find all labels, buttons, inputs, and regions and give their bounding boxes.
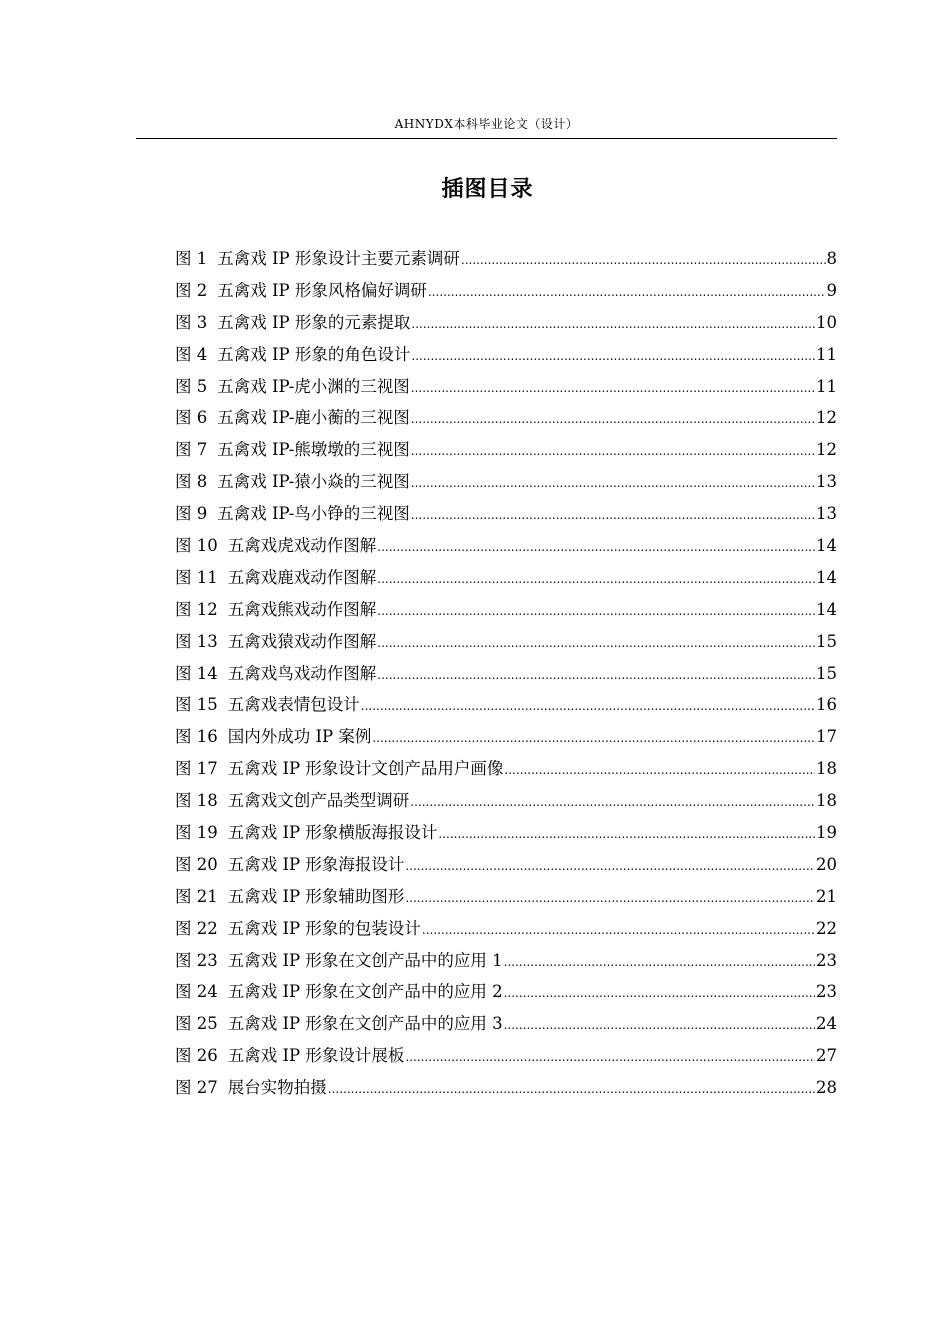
figure-number: 图 20 xyxy=(175,854,218,874)
figure-title: 五禽戏 IP 形象的角色设计 xyxy=(217,344,411,364)
figure-entry[interactable] xyxy=(175,976,837,1008)
figure-entry[interactable] xyxy=(175,275,837,307)
figure-entry-label xyxy=(175,626,376,658)
page-number: 19 xyxy=(816,823,837,843)
figure-number: 图 17 xyxy=(175,759,218,779)
figure-entry[interactable] xyxy=(175,530,837,562)
dot-leader xyxy=(411,341,815,373)
figure-entry-label xyxy=(175,275,427,307)
page-number: 23 xyxy=(816,950,837,970)
page-number: 12 xyxy=(816,440,837,460)
figure-entry-label xyxy=(175,339,410,371)
figure-number: 图 9 xyxy=(175,504,208,524)
dot-leader xyxy=(422,915,815,947)
figure-title: 五禽戏 IP 形象海报设计 xyxy=(227,854,405,874)
figure-title: 五禽戏熊戏动作图解 xyxy=(227,599,377,619)
figure-entry-label xyxy=(175,1072,327,1104)
dot-leader xyxy=(361,691,815,723)
figure-entry-label xyxy=(175,466,410,498)
page-number: 18 xyxy=(816,791,837,811)
page-number: 11 xyxy=(816,344,837,364)
dot-leader xyxy=(438,819,815,851)
dot-leader xyxy=(504,755,815,787)
figure-title: 五禽戏猿戏动作图解 xyxy=(227,631,377,651)
figure-entry[interactable] xyxy=(175,721,837,753)
figure-entry-label xyxy=(175,689,360,721)
figure-title: 五禽戏鸟戏动作图解 xyxy=(227,663,377,683)
page-number: 10 xyxy=(816,312,837,332)
figure-entry[interactable] xyxy=(175,594,837,626)
page-number: 9 xyxy=(826,280,837,300)
figure-number: 图 7 xyxy=(175,440,208,460)
figure-number: 图 6 xyxy=(175,408,208,428)
page-title: 插图目录 xyxy=(441,177,534,202)
page-number: 16 xyxy=(816,695,837,715)
dot-leader xyxy=(405,851,815,883)
figure-entry[interactable] xyxy=(175,498,837,530)
figure-entry-label xyxy=(175,913,421,945)
dot-leader xyxy=(411,468,815,500)
dot-leader xyxy=(377,596,815,628)
page-number: 13 xyxy=(816,472,837,492)
figure-title: 五禽戏虎戏动作图解 xyxy=(227,536,377,556)
figure-number: 图 10 xyxy=(175,536,218,556)
dot-leader xyxy=(405,883,815,915)
figure-title: 五禽戏 IP-熊墩墩的三视图 xyxy=(217,440,410,460)
dot-leader xyxy=(411,404,815,436)
figure-entry[interactable] xyxy=(175,785,837,817)
figure-entry[interactable] xyxy=(175,466,837,498)
figure-entry-label xyxy=(175,945,503,977)
dot-leader xyxy=(411,500,815,532)
page-number: 23 xyxy=(816,982,837,1002)
figure-title: 国内外成功 IP 案例 xyxy=(227,727,372,747)
page-number: 8 xyxy=(826,249,837,268)
figure-entry[interactable] xyxy=(175,402,837,434)
dot-leader xyxy=(405,1042,815,1074)
page-number: 22 xyxy=(816,918,837,938)
figure-entry[interactable] xyxy=(175,339,837,371)
figure-title: 五禽戏 IP 形象的元素提取 xyxy=(217,312,411,332)
figure-title: 五禽戏 IP 形象风格偏好调研 xyxy=(217,280,427,300)
figure-entry[interactable] xyxy=(175,1040,837,1072)
figure-title: 五禽戏表情包设计 xyxy=(227,695,360,715)
figure-number: 图 15 xyxy=(175,695,218,715)
figure-entry[interactable] xyxy=(175,945,837,977)
figure-title: 五禽戏鹿戏动作图解 xyxy=(227,567,377,587)
figure-entry[interactable] xyxy=(175,307,837,339)
figure-number: 图 8 xyxy=(175,472,208,492)
figure-entry-label xyxy=(175,753,503,785)
figure-number: 图 19 xyxy=(175,823,218,843)
figure-entry[interactable] xyxy=(175,753,837,785)
figure-number: 图 1 xyxy=(175,249,208,268)
page-number: 14 xyxy=(816,599,837,619)
figure-entry[interactable] xyxy=(175,913,837,945)
figure-entry[interactable] xyxy=(175,881,837,913)
figure-number: 图 23 xyxy=(175,950,218,970)
figure-title: 展台实物拍摄 xyxy=(227,1078,327,1098)
dot-leader xyxy=(411,436,815,468)
header-text: AHNYDX本科毕业论文（设计） xyxy=(394,117,579,131)
dot-leader xyxy=(504,1010,815,1042)
figure-title: 五禽戏文创产品类型调研 xyxy=(227,791,410,811)
page-number: 28 xyxy=(816,1078,837,1098)
page-number: 11 xyxy=(816,376,837,396)
dot-leader xyxy=(411,373,815,405)
figure-number: 图 24 xyxy=(175,982,218,1002)
figure-title: 五禽戏 IP-猿小焱的三视图 xyxy=(217,472,410,492)
dot-leader xyxy=(377,564,815,596)
figure-entry[interactable] xyxy=(175,243,837,275)
dot-leader xyxy=(372,723,815,755)
page-number: 14 xyxy=(816,567,837,587)
figure-number: 图 2 xyxy=(175,280,208,300)
figure-entry[interactable] xyxy=(175,658,837,690)
figure-number: 图 27 xyxy=(175,1078,218,1098)
figure-title: 五禽戏 IP-鹿小蘅的三视图 xyxy=(217,408,410,428)
figure-entry-label xyxy=(175,371,410,403)
figure-entry-label xyxy=(175,849,404,881)
figure-entry-label xyxy=(175,785,409,817)
page-header xyxy=(136,112,837,139)
figure-entry-label xyxy=(175,498,410,530)
figure-entry[interactable] xyxy=(175,1008,837,1040)
figure-entry-label xyxy=(175,530,376,562)
dot-leader xyxy=(377,660,815,692)
dot-leader xyxy=(377,628,815,660)
page-number: 20 xyxy=(816,854,837,874)
figure-number: 图 3 xyxy=(175,312,208,332)
figure-number: 图 12 xyxy=(175,599,218,619)
figure-title: 五禽戏 IP 形象在文创产品中的应用 2 xyxy=(227,982,503,1002)
figure-entry-label xyxy=(175,721,371,753)
figure-title: 五禽戏 IP-虎小渊的三视图 xyxy=(217,376,410,396)
figure-entry[interactable] xyxy=(175,817,837,849)
page-number: 21 xyxy=(816,886,837,906)
figure-number: 图 25 xyxy=(175,1014,218,1034)
figure-title: 五禽戏 IP 形象设计展板 xyxy=(227,1046,405,1066)
dot-leader xyxy=(377,532,815,564)
dot-leader xyxy=(428,277,826,309)
figure-entry-label xyxy=(175,1008,503,1040)
figure-number: 图 21 xyxy=(175,886,218,906)
dot-leader xyxy=(461,245,826,277)
figure-title: 五禽戏 IP 形象在文创产品中的应用 3 xyxy=(227,1014,503,1034)
figure-entry-label xyxy=(175,594,376,626)
page-number: 17 xyxy=(816,727,837,747)
figure-number: 图 14 xyxy=(175,663,218,683)
figure-title: 五禽戏 IP 形象的包装设计 xyxy=(227,918,421,938)
figure-entry-label xyxy=(175,976,503,1008)
figure-number: 图 22 xyxy=(175,918,218,938)
figure-number: 图 13 xyxy=(175,631,218,651)
figure-number: 图 11 xyxy=(175,567,218,587)
figure-title: 五禽戏 IP-鸟小铮的三视图 xyxy=(217,504,410,524)
figure-number: 图 4 xyxy=(175,344,208,364)
dot-leader xyxy=(504,947,815,979)
figure-title: 五禽戏 IP 形象设计文创产品用户画像 xyxy=(227,759,504,779)
page-number: 24 xyxy=(816,1014,837,1034)
figure-entry-label xyxy=(175,562,376,594)
page-number: 27 xyxy=(816,1046,837,1066)
figure-entry[interactable] xyxy=(175,562,837,594)
figure-entry[interactable] xyxy=(175,1072,837,1104)
page-number: 13 xyxy=(816,504,837,524)
page-number: 15 xyxy=(816,663,837,683)
figure-entry-label xyxy=(175,307,410,339)
figure-number: 图 26 xyxy=(175,1046,218,1066)
page-number: 14 xyxy=(816,536,837,556)
figure-entry-label xyxy=(175,817,437,849)
dot-leader xyxy=(410,787,815,819)
figure-number: 图 5 xyxy=(175,376,208,396)
dot-leader xyxy=(411,309,815,341)
figure-title: 五禽戏 IP 形象横版海报设计 xyxy=(227,823,438,843)
figure-entry-label xyxy=(175,434,410,466)
figure-entry[interactable] xyxy=(175,434,837,466)
figure-title: 五禽戏 IP 形象辅助图形 xyxy=(227,886,405,906)
figure-entry[interactable] xyxy=(175,849,837,881)
figure-title: 五禽戏 IP 形象在文创产品中的应用 1 xyxy=(227,950,503,970)
figure-entry-label xyxy=(175,1040,404,1072)
figure-title: 五禽戏 IP 形象设计主要元素调研 xyxy=(217,249,460,268)
figure-entry[interactable] xyxy=(175,626,837,658)
figure-entry[interactable] xyxy=(175,689,837,721)
page-number: 15 xyxy=(816,631,837,651)
figure-number: 图 16 xyxy=(175,727,218,747)
page-number: 12 xyxy=(816,408,837,428)
figure-list xyxy=(175,243,837,1104)
dot-leader xyxy=(504,978,815,1010)
figure-entry-label xyxy=(175,402,410,434)
figure-number: 图 18 xyxy=(175,791,218,811)
figure-entry-label xyxy=(175,881,404,913)
figure-entry[interactable] xyxy=(175,371,837,403)
dot-leader xyxy=(328,1074,815,1106)
figure-entry-label xyxy=(175,658,376,690)
page-number: 18 xyxy=(816,759,837,779)
figure-entry-label xyxy=(175,243,460,275)
